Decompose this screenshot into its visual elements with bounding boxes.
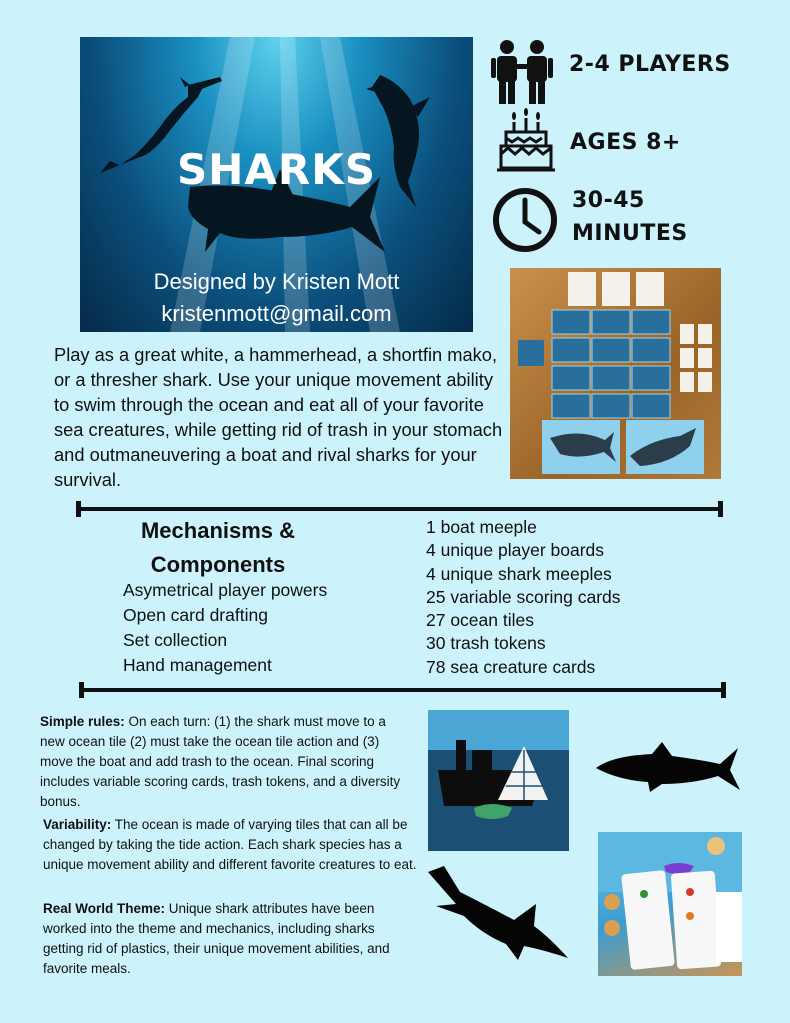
game-title: SHARKS <box>176 145 377 194</box>
game-setup-photo <box>510 268 721 479</box>
components-list <box>426 516 621 679</box>
divider-top-cap-left <box>76 501 81 517</box>
boat-meeple-illustration <box>428 710 569 851</box>
simple-rules-section <box>40 712 405 812</box>
game-description: Play as a great white, a hammerhead, a shortfin mako, or a thresher shark. Use your unique movement ability to swim through the ocean and eat all of your favorite sea creatures, while getting rid of trash in your stomach and outmaneuvering a boat and rival sharks for your survival. <box>54 344 503 490</box>
divider-bottom-cap-left <box>79 682 84 698</box>
component-item: 4 unique shark meeples <box>426 563 612 584</box>
real-world-theme-section <box>43 899 413 979</box>
divider-top <box>76 507 722 511</box>
component-item: 27 ocean tiles <box>426 610 534 631</box>
boat-meeple-photo <box>428 710 569 851</box>
component-item: 30 trash tokens <box>426 633 546 654</box>
divider-bottom-cap-right <box>721 682 726 698</box>
component-item: 78 sea creature cards <box>426 656 596 677</box>
player-board-photo <box>598 832 742 976</box>
component-item: 4 unique player boards <box>426 540 605 561</box>
component-item: 25 variable scoring cards <box>426 586 621 607</box>
designer-email: kristenmott@gmail.com <box>161 301 392 326</box>
birthday-cake-icon <box>496 108 556 174</box>
players-count: 2-4 PLAYERS <box>569 52 731 77</box>
mechanisms-heading-line1: Mechanisms & <box>140 518 296 543</box>
play-time-unit: MINUTES <box>572 221 688 246</box>
shark-silhouette-left <box>424 864 570 960</box>
divider-top-cap-right <box>718 501 723 517</box>
game-setup-illustration <box>510 268 721 479</box>
real-world-theme-label: Real World Theme: <box>43 901 166 916</box>
hero-image <box>80 37 473 332</box>
mechanism-item: Hand management <box>123 655 272 675</box>
variability-label: Variability: <box>43 817 112 832</box>
mechanisms-list <box>123 578 327 678</box>
play-time <box>572 184 688 250</box>
simple-rules-text: On each turn: (1) the shark must move to a new ocean tile (2) must take the ocean tile action and (3) move the boat and add trash to the ocean. Final scoring includes variable scoring cards, trash tokens, and a diversity bonus. <box>40 714 401 809</box>
shark-silhouette-right <box>592 742 742 794</box>
play-time-range: 30-45 <box>572 188 645 213</box>
simple-rules-label: Simple rules: <box>40 714 125 729</box>
component-item: 1 boat meeple <box>426 517 537 537</box>
designer-credit: Designed by Kristen Mott <box>153 269 400 294</box>
mechanisms-heading-line2: Components <box>150 552 286 577</box>
ages-label: AGES 8+ <box>570 130 681 155</box>
real-world-theme-text: Unique shark attributes have been worked into the theme and mechanics, including sharks getting rid of plastics, their unique movement abilities, and favorite meals. <box>43 901 390 976</box>
clock-icon <box>491 186 559 254</box>
mechanism-item: Open card drafting <box>123 605 268 625</box>
mechanism-item: Asymetrical player powers <box>123 580 328 600</box>
players-icon <box>487 38 559 106</box>
player-board-illustration <box>598 832 742 976</box>
variability-section <box>43 815 428 875</box>
mechanisms-heading <box>118 514 318 582</box>
divider-bottom <box>79 688 725 692</box>
variability-text: The ocean is made of varying tiles that can all be changed by taking the tide action. Each shark species has a unique movement ability and different favorite creatures to eat. <box>43 817 417 872</box>
mechanism-item: Set collection <box>123 630 228 650</box>
